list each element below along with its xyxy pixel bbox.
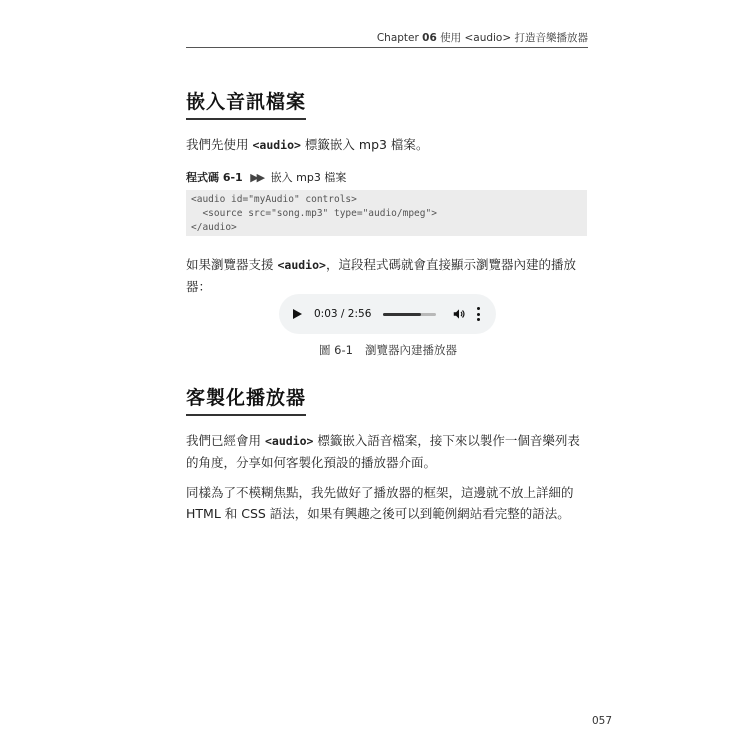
- progress-fill: [383, 313, 421, 316]
- progress-bar[interactable]: [383, 313, 436, 316]
- inline-code-audio: <audio>: [264, 434, 314, 448]
- double-arrow-icon: ▶▶: [250, 171, 264, 184]
- code-line: <audio id="myAudio" controls>: [191, 194, 357, 205]
- listing-title: 嵌入 mp3 檔案: [270, 171, 347, 184]
- figure-caption-text: 瀏覽器內建播放器: [364, 343, 457, 357]
- inline-code-audio: <audio>: [277, 258, 326, 272]
- browser-support-paragraph: [186, 254, 590, 297]
- section-title-custom-player: 客製化播放器: [186, 386, 306, 416]
- header-divider: [186, 47, 588, 48]
- chapter-title: 使用 <audio> 打造音樂播放器: [440, 32, 588, 44]
- more-options-icon[interactable]: [476, 307, 480, 321]
- code-listing-caption: [186, 169, 346, 185]
- figure-number: 圖 6-1: [319, 343, 353, 357]
- volume-icon[interactable]: [452, 307, 466, 321]
- support-text-before: 如果瀏覽器支援: [186, 257, 278, 272]
- code-line: <source src="song.mp3" type="audio/mpeg">: [191, 208, 437, 219]
- framework-paragraph: 同樣為了不模糊焦點，我先做好了播放器的框架，這邊就不放上詳細的 HTML 和 CSS 語法，如果有興趣之後可以到範例網站看完整的語法。: [186, 485, 574, 521]
- chapter-number: 06: [422, 32, 437, 44]
- running-header: [186, 30, 588, 48]
- audio-player: [279, 294, 496, 334]
- code-block: [186, 190, 587, 236]
- custom-player-paragraph: [186, 430, 590, 473]
- intro-text-before: 我們先使用: [186, 137, 253, 152]
- listing-label: 程式碼 6-1: [186, 171, 243, 184]
- play-icon[interactable]: [293, 309, 302, 319]
- section-title-embed-audio: 嵌入音訊檔案: [186, 90, 306, 120]
- figure-caption: [186, 342, 590, 358]
- chapter-label: Chapter: [376, 32, 419, 44]
- inline-code-audio: <audio>: [252, 138, 301, 152]
- page-number: 057: [591, 715, 612, 727]
- intro-text-after: 標籤嵌入 mp3 檔案。: [300, 137, 429, 152]
- support-text-after: ，這段程式碼就會直接顯示瀏覽器內建的播放器：: [186, 257, 576, 294]
- code-line: </audio>: [191, 222, 237, 233]
- intro-paragraph: [186, 134, 590, 156]
- time-display: 0:03 / 2:56: [314, 308, 372, 320]
- custom-text-before: 我們已經會用: [186, 433, 265, 448]
- custom-text-after: 標籤嵌入語音檔案，接下來以製作一個音樂列表的角度，分享如何客製化預設的播放器介面。: [186, 433, 580, 470]
